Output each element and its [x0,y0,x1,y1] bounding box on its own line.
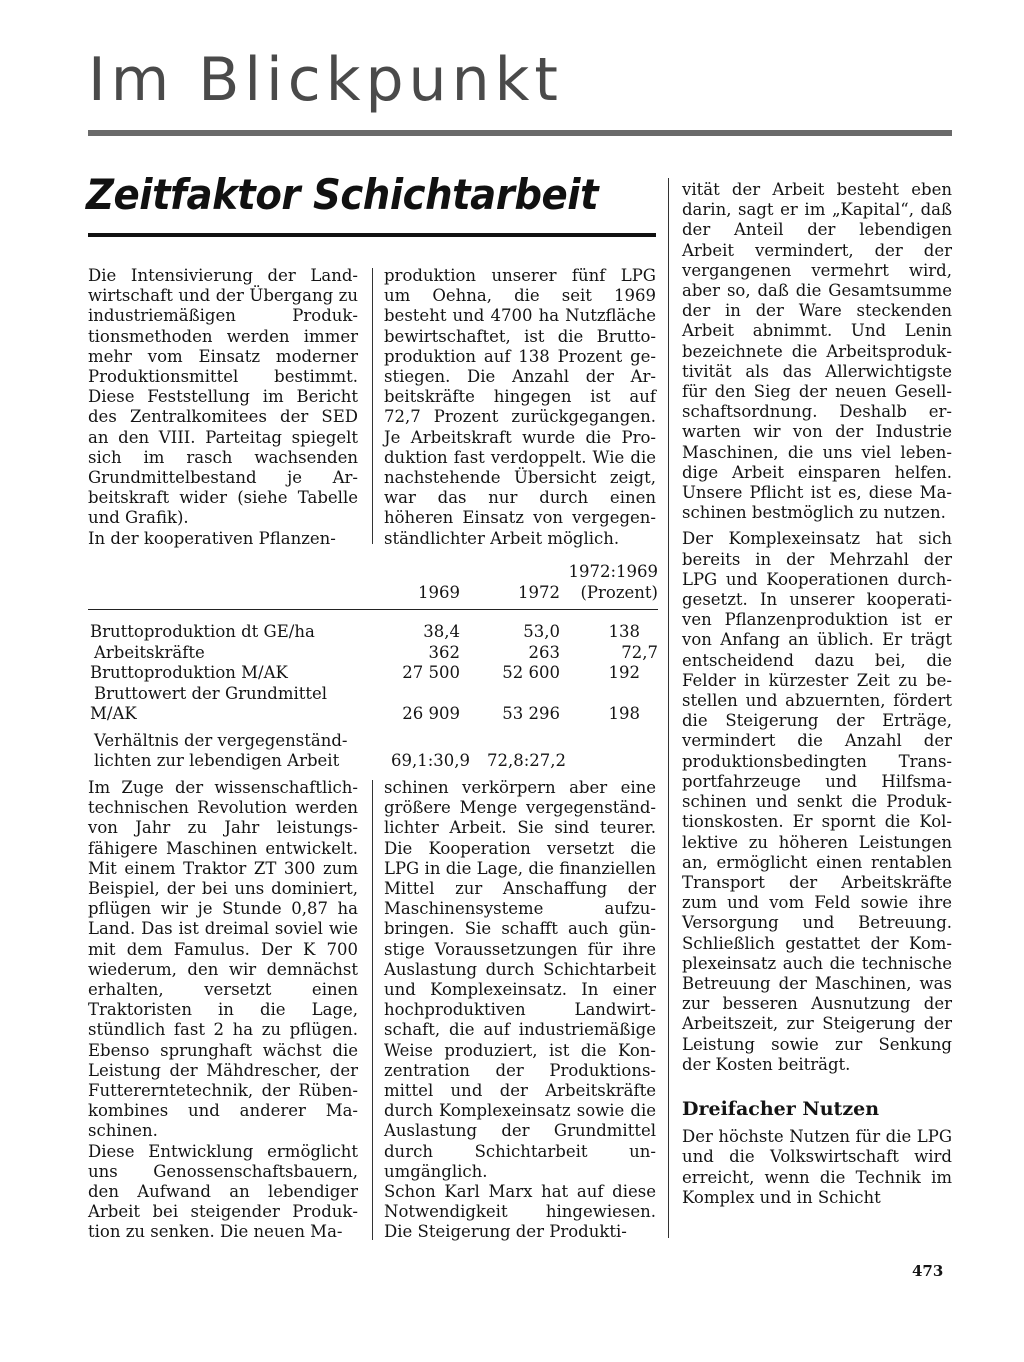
headline-rule [88,233,656,237]
table-header: 1972 [518,582,560,602]
paragraph: Diese Entwicklung ermöglicht uns Genossenschaftsbauern, den Aufwand an lebendiger Arbeit bei steigender Produktion zu senken. Die neuen Ma- [88,1141,358,1242]
table-cell: 53 296 [502,704,560,723]
table-header-row [88,562,658,583]
paragraph: Im Zuge der wissenschaftlich-technischen Revolution werden von Jahr zu Jahr leistungsfähigere Maschinen entwickelt. Mit einem Traktor ZT 300 zum Beispiel, der bei uns dominiert, pflügen wir je Stunde 0,87 ha Land. Das ist dreimal soviel wie mit dem Famulus. Der K 700 wiederum, den wir demnächst erhalten, versetzt einen Traktoristen in die Lage, stündlich fast 2 ha zu pflügen. Ebenso sprunghaft wächst die Leistung der Mähdrescher, der Futtererntetechnik, der Rübenkombines und anderer Maschinen. [88,778,358,1141]
table-cell: Bruttoproduktion dt GE/ha [90,622,315,641]
column-3 [682,180,952,1208]
paragraph: vität der Arbeit besteht eben darin, sagt er im „Kapital“, daß der Anteil der lebendigen Arbeit vermindert, der der vergangenen vermehrt wird, aber so, daß die Gesamtsumme der in der Ware steckenden Arbeit abnimmt. Und Lenin bezeichnete die Arbeitsproduktivität als das Allerwichtigste für den Sieg der neuen Gesellschaftsordnung. Deshalb erwarten wir von der Industrie Maschinen, die uns viel lebendige Arbeit einsparen helfen. Unsere Pflicht ist es, diese Maschinen bestmöglich zu nutzen. [682,180,952,523]
table-cell: Arbeitskräfte [94,642,205,662]
table-cell: M/AK [90,704,137,723]
column-1-bottom [88,778,358,1243]
table-cell: 362 [428,642,460,662]
table-cell: 263 [528,642,560,662]
table-cell: lichten zur lebendigen Arbeit [94,751,340,770]
table-row [88,663,658,684]
table-cell: 138 [608,622,640,641]
production-table [88,562,658,772]
table-header-row [88,583,658,604]
paragraph: produktion unserer fünf LPG um Oehna, die seit 1969 besteht und 4700 ha Nutzfläche bewirtschaftet, ist die Bruttoproduktion auf 138 Prozent gestiegen. Die Anzahl der Arbeitskräfte hingegen ist auf 72,7 Prozent zurückgegangen. Je Arbeitskraft wurde die Produktion fast verdoppelt. Wie die nachstehende Übersicht zeigt, war das nur durch einen höheren Einsatz von vergegenständlichter Arbeit möglich. [384,266,656,548]
table-cell: 72,7 [621,642,658,662]
table-cell: 53,0 [523,622,560,641]
table-header: 1972:1969 [568,562,658,581]
article-headline: Zeitfaktor Schichtarbeit [86,170,599,219]
table-cell: 26 909 [402,704,460,723]
table-cell: 192 [608,663,640,682]
table-cell: 72,8:27,2 [486,751,566,770]
paragraph: Schon Karl Marx hat auf diese Notwendigkeit hingewiesen. Die Steigerung der Produkti- [384,1182,656,1242]
table-header: 1969 [418,582,460,602]
table-cell: 38,4 [423,622,460,641]
paragraph: Die Intensivierung der Landwirtschaft und der Übergang zu industriemäßigen Produktionsmethoden werden immer mehr vom Einsatz moderner Produktionsmittel bestimmt. Diese Feststellung im Bericht des Zentralkomitees der SED an den VIII. Parteitag spiegelt sich im rasch wachsenden Grundmittelbestand je Arbeitskraft wider (siehe Tabelle und Grafik). [88,266,358,528]
paragraph: schinen verkörpern aber eine größere Menge vergegenständlichter Arbeit. Sie sind teurer. Die Kooperation versetzt die LPG in die Lage, die finanziellen Mittel zur Anschaffung der Maschinensysteme aufzubringen. Sie schafft auch günstige Voraussetzungen für ihre Auslastung durch Schichtarbeit und Komplexeinsatz. In einer hochproduktiven Landwirtschaft, die auf industriemäßige Weise produziert, ist die Konzentration der Produktionsmittel und der Arbeitskräfte durch Komplexeinsatz sowie die Auslastung der Grundmittel durch Schichtarbeit unumgänglich. [384,778,656,1181]
table-cell: Verhältnis der vergegenständ- [94,730,348,750]
column-rule-right [668,178,669,1238]
rubric-rule [88,130,952,136]
column-rule-top [372,268,373,544]
table-cell: 52 600 [502,663,560,682]
table-row [88,704,658,731]
column-rule-bottom [372,780,373,1240]
table-cell: 198 [608,704,640,723]
table-cell: 69,1:30,9 [390,751,470,770]
column-2-top [384,266,656,549]
table-header: (Prozent) [580,582,658,602]
table-row [88,622,658,643]
table-row [88,751,658,772]
table-cell: 27 500 [402,663,460,682]
table-cell: Bruttoproduktion M/AK [90,663,288,682]
column-1-top [88,266,358,549]
table-row [88,643,658,664]
column-2-bottom [384,778,656,1243]
table-row [88,684,658,705]
table-row [88,731,658,752]
paragraph: Der höchste Nutzen für die LPG und die Volkswirtschaft wird erreicht, wenn die Technik im Komplex und in Schicht [682,1127,952,1207]
section-subhead: Dreifacher Nutzen [682,1097,880,1120]
page-number: 473 [912,1262,944,1280]
table-cell: Bruttowert der Grundmittel [94,683,328,703]
rubric-title: Im Blickpunkt [88,45,563,115]
paragraph: In der kooperativen Pflanzen- [88,528,336,548]
paragraph: Der Komplexeinsatz hat sich bereits in der Mehrzahl der LPG und Kooperationen durchgesetzt. In unserer kooperativen Pflanzenproduktion ist er von Anfang an üblich. Er trägt entscheidend dazu bei, die Felder in kürzester Zeit zu bestellen und abzuernten, fördert die Steigerung der Erträge, vermindert die Anzahl der produktionsbedingten Transportfahrzeuge und Hilfsmaschinen und senkt die Produktionskosten. Er spornt die Kollektive zu höheren Leistungen an, ermöglicht einen rentablen Transport der Arbeitskräfte zum und vom Feld sowie ihre Versorgung und Betreuung. Schließlich gestattet der Komplexeinsatz auch die technische Betreuung der Maschinen, was zur besseren Ausnutzung der Arbeitszeit, zur Steigerung der Leistung sowie zur Senkung der Kosten beiträgt. [682,529,952,1074]
